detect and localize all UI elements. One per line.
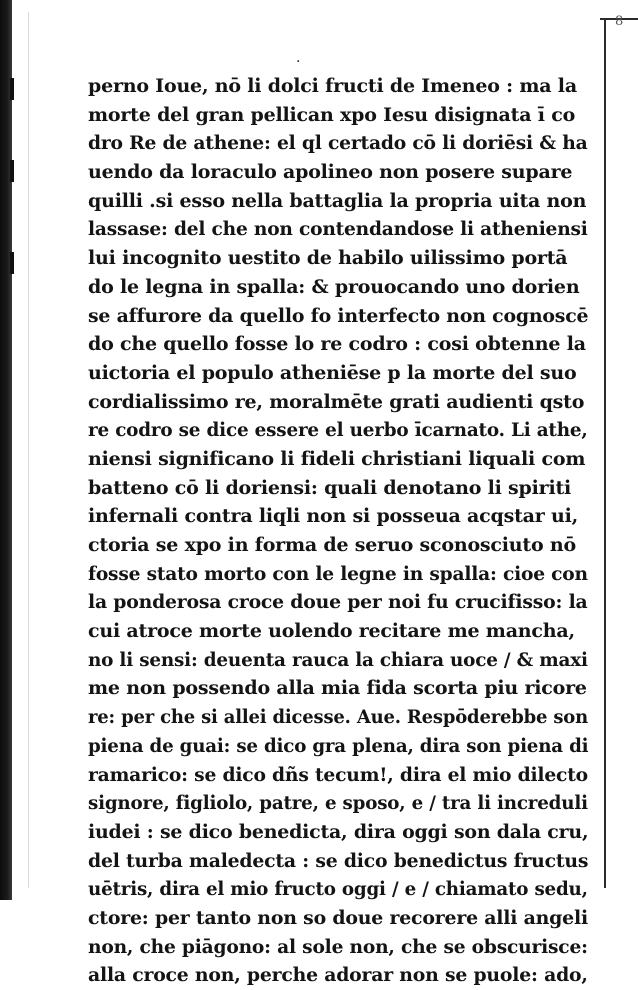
text-line: niensi significano li fideli christiani liquali com [88, 447, 586, 470]
text-line: no li sensi: deuenta rauca la chiara uoce / & maxi [88, 648, 588, 671]
text-line: morte del gran pellican xpo Iesu disignata ī co [88, 103, 576, 126]
text-line: re: per che si allei dicesse. Aue. Respōderebbe son [88, 706, 589, 729]
text-line: del turba maledecta : se dico benedictus fructus [88, 849, 589, 872]
text-line: do che quello fosse lo re codro : cosi obtenne la [88, 333, 586, 356]
text-line: fosse stato morto con le legne in spalla: cioe con [88, 562, 588, 585]
page-inner-border [28, 12, 29, 888]
text-line: uendo da loraculo apolineo non posere supare [88, 161, 573, 184]
body-text [88, 72, 588, 990]
text-line: signore, figliolo, patre, e sposo, e / tra li increduli [88, 792, 588, 815]
right-edge-rule [604, 18, 606, 888]
text-line: iudei : se dico benedicta, dira oggi son dala cru, [88, 820, 589, 843]
text-line: lui incognito uestito de habilo uilissimo portā [88, 247, 568, 270]
text-line: do le legna in spalla: & prouocando uno dorien [88, 275, 580, 298]
text-line: non, che piāgono: al sole non, che se obscurisce: [88, 935, 588, 958]
text-line: ctoria se xpo in forma de seruo sconosciuto nō [88, 534, 576, 556]
text-line: piena de guai: se dico gra plena, dira son piena di [88, 734, 589, 757]
binding-edge [0, 0, 12, 900]
edge-mark [10, 160, 14, 182]
top-dot-mark: . [296, 50, 301, 66]
text-line: uētris, dira el mio fructo oggi / e / chiamato sedu, [88, 878, 588, 901]
corner-mark: 8 [615, 14, 624, 29]
text-line: me non possendo alla mia fida scorta piu ricore [88, 677, 587, 700]
text-line: dro Re de athene: el ql certado cō li doriēsi & ha [88, 132, 588, 155]
edge-mark [10, 78, 14, 100]
text-line: perno Ioue, nō li dolci fructi de Imeneo : ma la [88, 75, 577, 97]
text-line: cordialissimo re, moralmēte grati audienti qsto [88, 390, 585, 413]
text-line: infernali contra liqli non si posseua acqstar ui, [88, 505, 579, 528]
text-line: lassase: del che non contendandose li atheniensi [88, 218, 588, 241]
text-line: se affurore da quello fo interfecto non cognoscē [88, 304, 589, 327]
text-line: uictoria el populo atheniēse p la morte del suo [88, 361, 577, 384]
text-line: batteno cō li doriensi: quali denotano li spiriti [88, 476, 572, 499]
text-line: alla croce non, perche adorar non se puole: ado, [88, 964, 588, 987]
text-line: la ponderosa croce doue per noi fu crucifisso: la [88, 591, 588, 614]
text-line: re codro se dice essere el uerbo īcarnato. Li athe, [88, 419, 588, 442]
text-line: ctore: per tanto non so doue recorere alli angeli [88, 906, 588, 929]
edge-mark [10, 252, 14, 274]
text-line: cui atroce morte uolendo recitare me mancha, [88, 620, 575, 643]
text-line: quilli .si esso nella battaglia la propria uita non [88, 189, 587, 212]
text-line: ramarico: se dico dñs tecum!, dira el mio dilecto [88, 763, 588, 786]
